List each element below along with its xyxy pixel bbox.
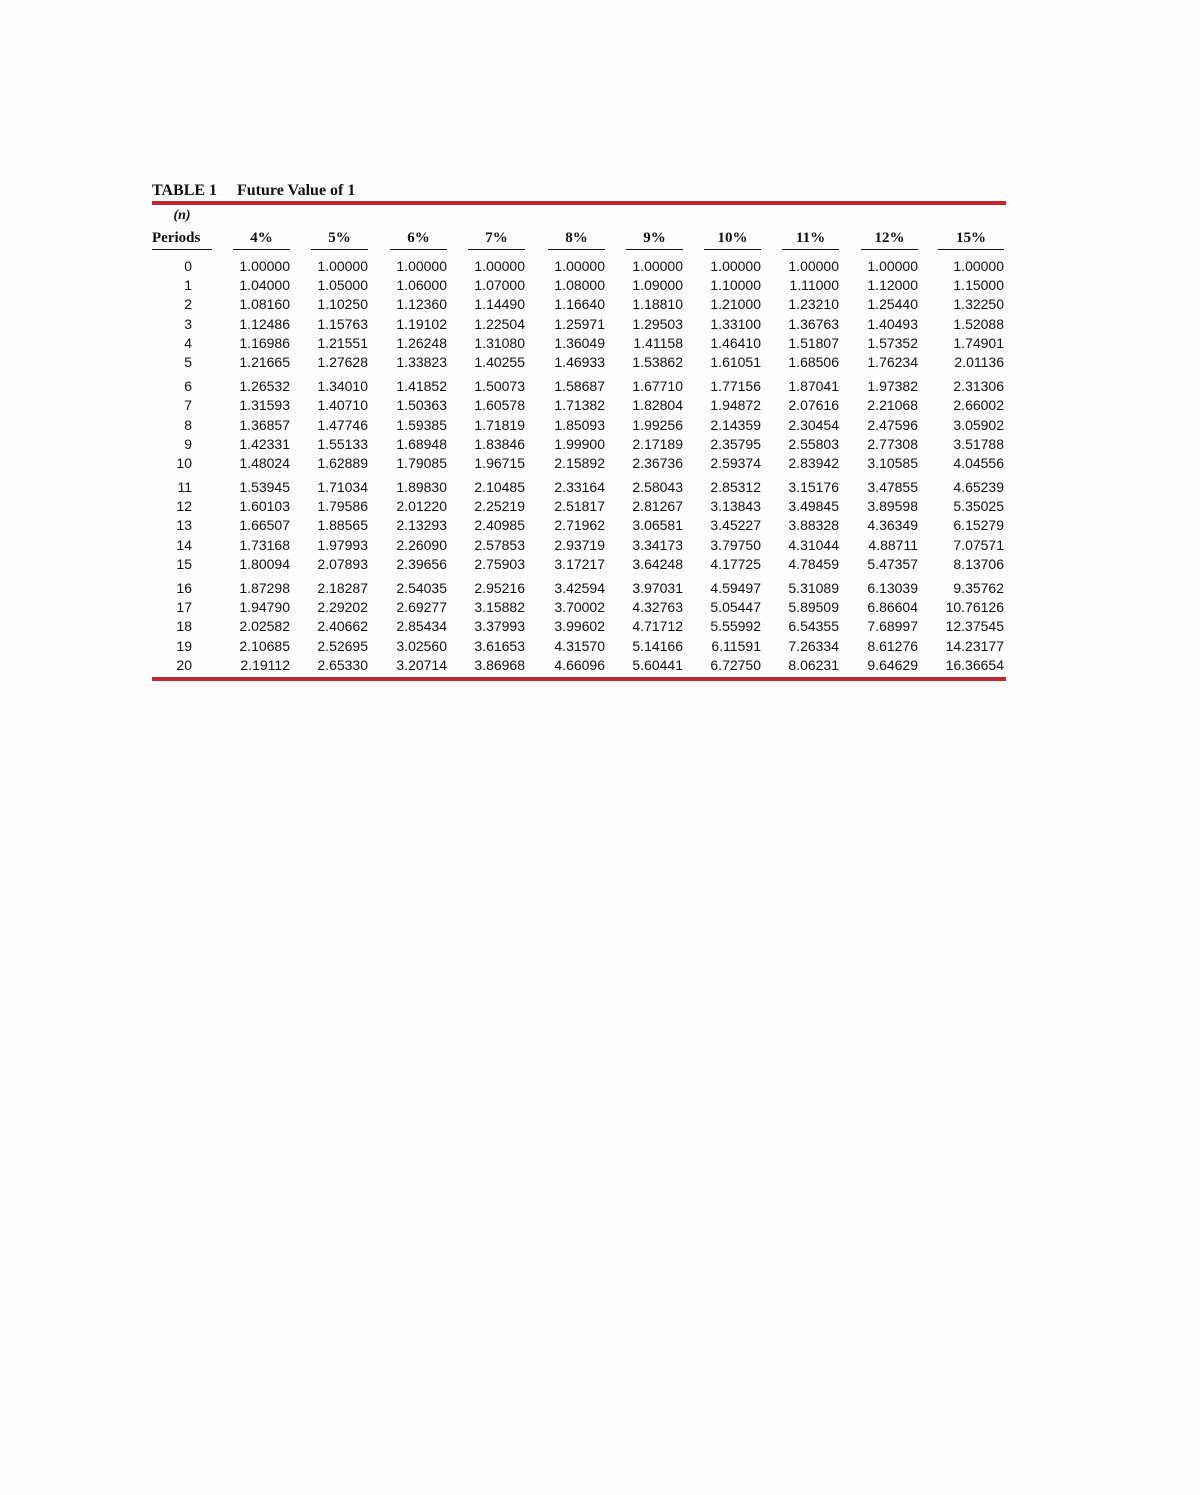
value-cell: 1.61051 (710, 353, 761, 370)
value-cell: 1.79586 (317, 498, 368, 515)
value-cell: 2.81267 (632, 498, 683, 515)
value-cell: 1.71034 (317, 479, 368, 496)
rate-header: 7% (468, 229, 525, 250)
period-cell: 8 (184, 416, 192, 433)
value-cell: 1.96715 (474, 454, 525, 471)
value-cell: 3.79750 (710, 536, 761, 553)
value-cell: 1.53945 (239, 479, 290, 496)
table-row (152, 579, 1006, 598)
value-cell: 1.00000 (317, 258, 368, 274)
table-row (152, 435, 1006, 454)
value-cell: 2.21068 (867, 397, 918, 414)
value-cell: 8.06231 (788, 656, 839, 673)
period-cell: 1 (184, 277, 192, 294)
value-cell: 1.94790 (239, 599, 290, 616)
value-cell: 1.00000 (953, 258, 1004, 274)
value-cell: 2.07616 (788, 397, 839, 414)
value-cell: 6.86604 (867, 599, 918, 616)
periods-header: Periods (152, 229, 212, 250)
rate-header: 5% (311, 229, 368, 250)
value-cell: 3.70002 (554, 599, 605, 616)
value-cell: 2.57853 (474, 536, 525, 553)
value-cell: 1.00000 (632, 258, 683, 274)
value-cell: 1.00000 (239, 258, 290, 274)
table-row (152, 656, 1006, 675)
table-row (152, 598, 1006, 617)
value-cell: 1.26248 (396, 334, 447, 351)
table-number: TABLE 1 (152, 182, 218, 199)
value-cell: 2.77308 (867, 435, 918, 452)
rate-header: 9% (626, 229, 683, 250)
value-cell: 1.60578 (474, 397, 525, 414)
value-cell: 3.20714 (396, 656, 447, 673)
value-cell: 3.86968 (474, 656, 525, 673)
value-cell: 7.26334 (788, 637, 839, 654)
period-cell: 6 (184, 378, 192, 395)
value-cell: 12.37545 (945, 618, 1004, 635)
value-cell: 3.17217 (554, 555, 605, 572)
value-cell: 2.51817 (554, 498, 605, 515)
value-cell: 1.14490 (474, 296, 525, 313)
value-cell: 3.51788 (953, 435, 1004, 452)
value-cell: 1.10250 (317, 296, 368, 313)
value-cell: 9.35762 (953, 580, 1004, 596)
rate-header: 8% (548, 229, 605, 250)
value-cell: 2.58043 (632, 479, 683, 496)
value-cell: 1.79085 (396, 454, 447, 471)
table-row (152, 617, 1006, 636)
period-cell: 9 (184, 435, 192, 452)
value-cell: 5.14166 (632, 637, 683, 654)
table-row (152, 454, 1006, 473)
period-cell: 2 (184, 296, 192, 313)
period-cell: 11 (177, 479, 192, 496)
value-cell: 1.85093 (554, 416, 605, 433)
value-cell: 1.67710 (632, 378, 683, 395)
value-cell: 2.01136 (954, 353, 1004, 370)
value-cell: 4.04556 (953, 454, 1004, 471)
period-cell: 7 (184, 397, 192, 414)
value-cell: 1.06000 (396, 277, 447, 294)
value-cell: 2.17189 (632, 435, 683, 452)
value-cell: 1.11000 (789, 277, 839, 294)
table-row (152, 516, 1006, 535)
value-cell: 1.18810 (632, 296, 683, 313)
value-cell: 4.65239 (953, 479, 1004, 496)
value-cell: 2.19112 (240, 656, 290, 673)
value-cell: 5.89509 (788, 599, 839, 616)
value-cell: 1.00000 (867, 258, 918, 274)
table-row (152, 416, 1006, 435)
table-row (152, 315, 1006, 334)
period-cell: 19 (176, 637, 192, 654)
rate-header: 12% (861, 229, 918, 250)
value-cell: 3.13843 (710, 498, 761, 515)
row-group (152, 377, 1006, 473)
table-row (152, 276, 1006, 295)
value-cell: 1.73168 (239, 536, 290, 553)
table-caption (152, 181, 1006, 201)
value-cell: 1.46933 (554, 353, 605, 370)
value-cell: 1.58687 (554, 378, 605, 395)
value-cell: 1.77156 (710, 378, 761, 395)
value-cell: 1.15763 (317, 315, 368, 332)
future-value-table (152, 181, 1006, 681)
table-row (152, 536, 1006, 555)
value-cell: 1.07000 (474, 277, 525, 294)
value-cell: 4.59497 (710, 580, 761, 596)
value-cell: 1.33100 (710, 315, 761, 332)
value-cell: 3.06581 (632, 517, 683, 534)
value-cell: 6.54355 (788, 618, 839, 635)
value-cell: 3.05902 (953, 416, 1004, 433)
rate-header: 6% (390, 229, 447, 250)
rate-header: 4% (233, 229, 290, 250)
value-cell: 3.15882 (474, 599, 525, 616)
value-cell: 1.71382 (554, 397, 605, 414)
value-cell: 2.25219 (474, 498, 525, 515)
table-row (152, 257, 1006, 276)
value-cell: 1.48024 (239, 454, 290, 471)
value-cell: 1.25440 (867, 296, 918, 313)
value-cell: 1.57352 (867, 334, 918, 351)
value-cell: 2.29202 (317, 599, 368, 616)
value-cell: 1.26532 (239, 378, 290, 395)
value-cell: 9.64629 (867, 656, 918, 673)
value-cell: 1.68948 (396, 435, 447, 452)
value-cell: 2.52695 (317, 637, 368, 654)
period-cell: 13 (176, 517, 192, 534)
value-cell: 2.13293 (396, 517, 447, 534)
value-cell: 2.26090 (396, 536, 447, 553)
value-cell: 4.32763 (632, 599, 683, 616)
value-cell: 1.89830 (396, 479, 447, 496)
value-cell: 4.31570 (554, 637, 605, 654)
value-cell: 5.35025 (953, 498, 1004, 515)
value-cell: 2.33164 (554, 479, 605, 496)
period-cell: 16 (176, 580, 192, 596)
value-cell: 3.37993 (474, 618, 525, 635)
value-cell: 3.49845 (788, 498, 839, 515)
value-cell: 2.10685 (239, 637, 290, 654)
value-cell: 1.80094 (239, 555, 290, 572)
table-row (152, 555, 1006, 574)
value-cell: 1.04000 (239, 277, 290, 294)
value-cell: 1.52088 (953, 315, 1004, 332)
rate-header: 10% (704, 229, 761, 250)
table-header (152, 205, 1006, 253)
value-cell: 2.71962 (554, 517, 605, 534)
value-cell: 3.42594 (554, 580, 605, 596)
value-cell: 3.45227 (710, 517, 761, 534)
value-cell: 1.15000 (953, 277, 1004, 294)
value-cell: 2.83942 (788, 454, 839, 471)
value-cell: 2.07893 (317, 555, 368, 572)
value-cell: 1.33823 (396, 353, 447, 370)
value-cell: 7.68997 (867, 618, 918, 635)
value-cell: 1.46410 (710, 334, 761, 351)
value-cell: 1.99900 (554, 435, 605, 452)
rate-header: 11% (782, 229, 839, 250)
value-cell: 1.00000 (396, 258, 447, 274)
value-cell: 1.08160 (239, 296, 290, 313)
value-cell: 1.36763 (788, 315, 839, 332)
value-cell: 1.12000 (867, 277, 918, 294)
value-cell: 1.19102 (396, 315, 447, 332)
value-cell: 5.60441 (632, 656, 683, 673)
value-cell: 2.15892 (554, 454, 605, 471)
value-cell: 1.94872 (710, 397, 761, 414)
row-group (152, 478, 1006, 574)
value-cell: 14.23177 (945, 637, 1004, 654)
value-cell: 1.00000 (710, 258, 761, 274)
value-cell: 2.10485 (474, 479, 525, 496)
value-cell: 1.21665 (239, 353, 290, 370)
value-cell: 1.62889 (317, 454, 368, 471)
value-cell: 2.39656 (396, 555, 447, 572)
value-cell: 3.47855 (867, 479, 918, 496)
period-cell: 12 (176, 498, 192, 515)
period-cell: 5 (184, 353, 192, 370)
value-cell: 2.85434 (396, 618, 447, 635)
value-cell: 1.41158 (633, 334, 683, 351)
value-cell: 4.31044 (788, 536, 839, 553)
period-cell: 18 (176, 618, 192, 635)
period-cell: 15 (176, 555, 192, 572)
period-cell: 0 (184, 258, 192, 274)
value-cell: 1.12486 (239, 315, 290, 332)
value-cell: 1.88565 (317, 517, 368, 534)
value-cell: 5.05447 (710, 599, 761, 616)
table-row (152, 377, 1006, 396)
value-cell: 1.40255 (474, 353, 525, 370)
value-cell: 1.21551 (317, 334, 368, 351)
period-cell: 14 (176, 536, 192, 553)
value-cell: 1.23210 (788, 296, 839, 313)
table-row (152, 334, 1006, 353)
value-cell: 2.55803 (788, 435, 839, 452)
value-cell: 8.61276 (867, 637, 918, 654)
value-cell: 8.13706 (953, 555, 1004, 572)
table-row (152, 295, 1006, 314)
value-cell: 1.09000 (632, 277, 683, 294)
value-cell: 3.15176 (788, 479, 839, 496)
value-cell: 3.10585 (867, 454, 918, 471)
row-group (152, 257, 1006, 372)
value-cell: 1.66507 (239, 517, 290, 534)
value-cell: 2.95216 (474, 580, 525, 596)
value-cell: 1.50363 (396, 397, 447, 414)
value-cell: 1.36857 (239, 416, 290, 433)
value-cell: 1.29503 (632, 315, 683, 332)
value-cell: 1.68506 (788, 353, 839, 370)
value-cell: 2.31306 (953, 378, 1004, 395)
period-cell: 20 (176, 656, 192, 673)
value-cell: 1.42331 (239, 435, 290, 452)
value-cell: 6.13039 (867, 580, 918, 596)
value-cell: 1.60103 (239, 498, 290, 515)
value-cell: 2.75903 (474, 555, 525, 572)
value-cell: 1.00000 (474, 258, 525, 274)
value-cell: 2.01220 (396, 498, 447, 515)
value-cell: 3.02560 (396, 637, 447, 654)
value-cell: 5.47357 (867, 555, 918, 572)
value-cell: 1.74901 (953, 334, 1004, 351)
period-cell: 17 (176, 599, 192, 616)
value-cell: 1.51807 (788, 334, 839, 351)
value-cell: 1.25971 (554, 315, 605, 332)
value-cell: 2.93719 (554, 536, 605, 553)
value-cell: 1.40493 (867, 315, 918, 332)
value-cell: 1.36049 (554, 334, 605, 351)
value-cell: 1.99256 (632, 416, 683, 433)
value-cell: 1.53862 (632, 353, 683, 370)
period-cell: 10 (176, 454, 192, 471)
value-cell: 3.61653 (474, 637, 525, 654)
value-cell: 3.88328 (788, 517, 839, 534)
value-cell: 1.27628 (317, 353, 368, 370)
value-cell: 2.85312 (710, 479, 761, 496)
value-cell: 4.36349 (867, 517, 918, 534)
table-title: Future Value of 1 (237, 182, 356, 199)
value-cell: 1.34010 (317, 378, 368, 395)
value-cell: 1.16986 (239, 334, 290, 351)
table-row (152, 396, 1006, 415)
value-cell: 2.35795 (710, 435, 761, 452)
table-row (152, 497, 1006, 516)
value-cell: 1.00000 (788, 258, 839, 274)
value-cell: 2.18287 (317, 580, 368, 596)
value-cell: 1.10000 (710, 277, 761, 294)
value-cell: 1.55133 (317, 435, 368, 452)
value-cell: 2.36736 (632, 454, 683, 471)
value-cell: 5.55992 (710, 618, 761, 635)
value-cell: 4.66096 (554, 656, 605, 673)
row-group (152, 579, 1006, 675)
table-row (152, 353, 1006, 372)
value-cell: 2.30454 (788, 416, 839, 433)
value-cell: 1.21000 (710, 296, 761, 313)
value-cell: 1.71819 (474, 416, 525, 433)
value-cell: 10.76126 (945, 599, 1004, 616)
value-cell: 3.89598 (867, 498, 918, 515)
value-cell: 1.59385 (396, 416, 447, 433)
value-cell: 2.47596 (867, 416, 918, 433)
value-cell: 1.22504 (474, 315, 525, 332)
value-cell: 2.69277 (396, 599, 447, 616)
value-cell: 1.00000 (554, 258, 605, 274)
value-cell: 16.36654 (945, 656, 1004, 673)
value-cell: 2.40662 (317, 618, 368, 635)
period-cell: 4 (184, 334, 192, 351)
value-cell: 1.82804 (632, 397, 683, 414)
rate-header: 15% (938, 229, 1004, 250)
value-cell: 1.87298 (239, 580, 290, 596)
value-cell: 2.40985 (474, 517, 525, 534)
value-cell: 1.76234 (867, 353, 918, 370)
bottom-rule (152, 677, 1006, 681)
value-cell: 1.05000 (317, 277, 368, 294)
table-row (152, 478, 1006, 497)
value-cell: 3.64248 (632, 555, 683, 572)
value-cell: 2.59374 (710, 454, 761, 471)
value-cell: 3.34173 (632, 536, 683, 553)
value-cell: 5.31089 (788, 580, 839, 596)
value-cell: 2.02582 (239, 618, 290, 635)
n-label: (n) (173, 208, 191, 223)
value-cell: 2.66002 (953, 397, 1004, 414)
value-cell: 4.78459 (788, 555, 839, 572)
value-cell: 2.54035 (396, 580, 447, 596)
value-cell: 1.16640 (554, 296, 605, 313)
value-cell: 4.17725 (710, 555, 761, 572)
value-cell: 4.71712 (632, 618, 683, 635)
value-cell: 1.41852 (396, 378, 447, 395)
value-cell: 6.11591 (711, 637, 761, 654)
value-cell: 7.07571 (953, 536, 1004, 553)
value-cell: 1.50073 (474, 378, 525, 395)
value-cell: 1.40710 (317, 397, 368, 414)
value-cell: 3.97031 (632, 580, 683, 596)
value-cell: 1.97382 (867, 378, 918, 395)
value-cell: 6.72750 (710, 656, 761, 673)
value-cell: 4.88711 (868, 536, 918, 553)
value-cell: 1.31593 (239, 397, 290, 414)
table-body (152, 253, 1006, 675)
value-cell: 1.31080 (474, 334, 525, 351)
value-cell: 1.08000 (554, 277, 605, 294)
value-cell: 1.83846 (474, 435, 525, 452)
value-cell: 6.15279 (953, 517, 1004, 534)
value-cell: 1.47746 (317, 416, 368, 433)
value-cell: 1.32250 (953, 296, 1004, 313)
value-cell: 2.14359 (710, 416, 761, 433)
value-cell: 1.97993 (317, 536, 368, 553)
value-cell: 1.87041 (788, 378, 839, 395)
value-cell: 2.65330 (317, 656, 368, 673)
value-cell: 3.99602 (554, 618, 605, 635)
value-cell: 1.12360 (396, 296, 447, 313)
table-row (152, 637, 1006, 656)
period-cell: 3 (184, 315, 192, 332)
